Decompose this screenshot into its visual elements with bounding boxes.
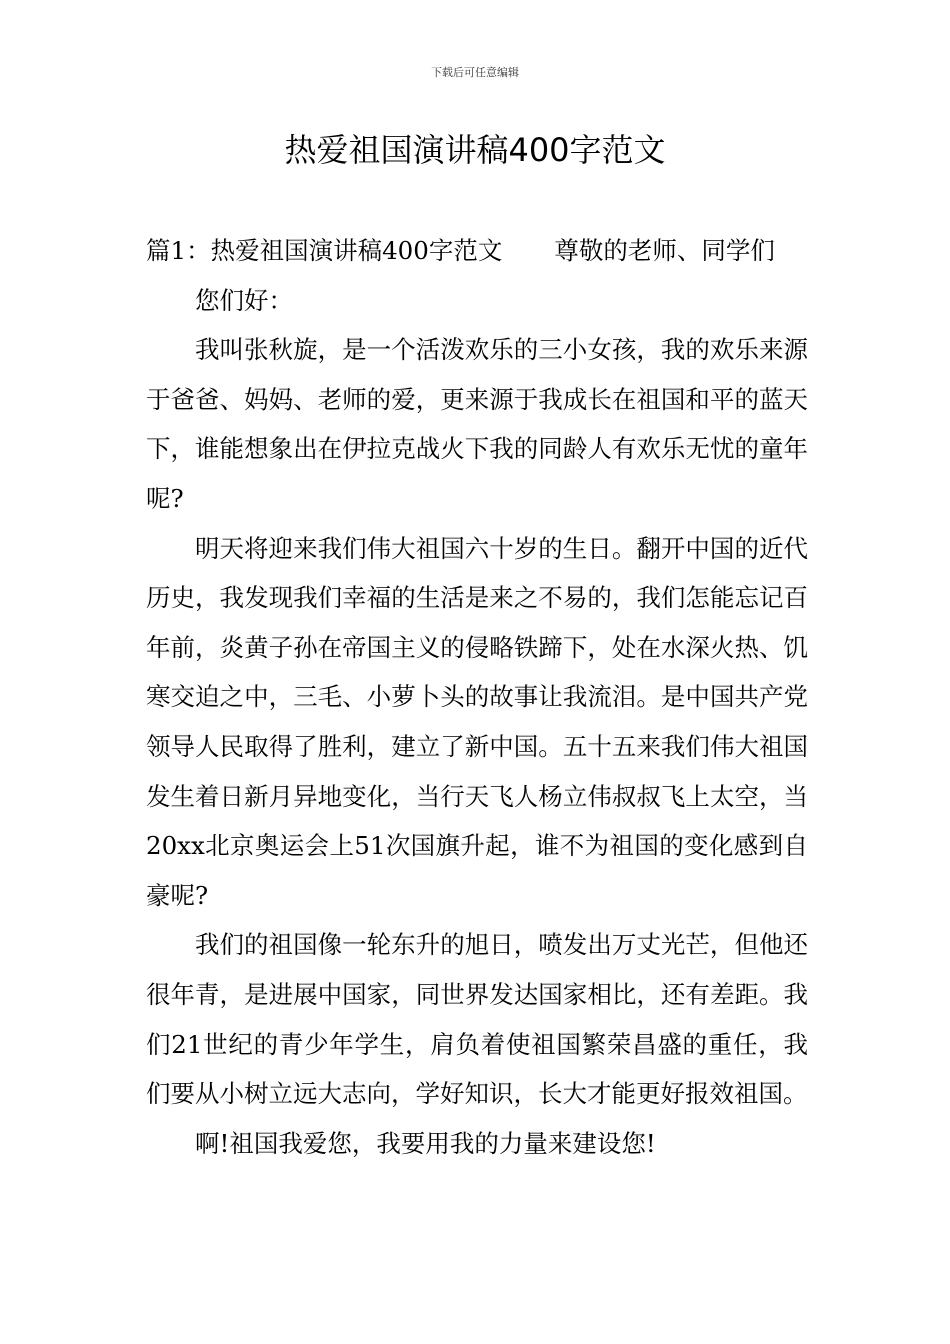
paragraph-future: 我们的祖国像一轮东升的旭日，喷发出万丈光芒，但他还很年青，是进展中国家，同世界发达国家相比，还有差距。我们21世纪的青少年学生，肩负着使祖国繁荣昌盛的重任，我们要从小树立远大志向，学好知识，长大才能更好报效祖国。 <box>146 930 808 1109</box>
document-body <box>146 226 808 1168</box>
salutation: 尊敬的老师、同学们 <box>554 236 775 265</box>
paragraph-history: 明天将迎来我们伟大祖国六十岁的生日。翻开中国的近代历史，我发现我们幸福的生活是来之不易的，我们怎能忘记百年前，炎黄子孙在帝国主义的侵略铁蹄下，处在水深火热、饥寒交迫之中，三毛、小萝卜头的故事让我流泪。是中国共产党领导人民取得了胜利，建立了新中国。五十五来我们伟大祖国发生着日新月异地变化，当行天飞人杨立伟叔叔飞上太空，当20xx北京奥运会上51次国旗升起，谁不为祖国的变化感到自豪呢? <box>146 533 808 910</box>
section-heading-line <box>146 226 808 276</box>
page-header-note: 下载后可任意编辑 <box>431 66 519 79</box>
paragraph-greeting: 您们好： <box>195 285 293 315</box>
document-title: 热爱祖国演讲稿400字范文 <box>284 131 666 169</box>
paragraph-closing: 啊!祖国我爱您，我要用我的力量来建设您! <box>195 1128 656 1158</box>
section-heading: 篇1：热爱祖国演讲稿400字范文 <box>146 236 503 265</box>
paragraph-introduction: 我叫张秋旋，是一个活泼欢乐的三小女孩，我的欢乐来源于爸爸、妈妈、老师的爱，更来源于我成长在祖国和平的蓝天下，谁能想象出在伊拉克战火下我的同龄人有欢乐无忧的童年呢? <box>146 335 808 513</box>
